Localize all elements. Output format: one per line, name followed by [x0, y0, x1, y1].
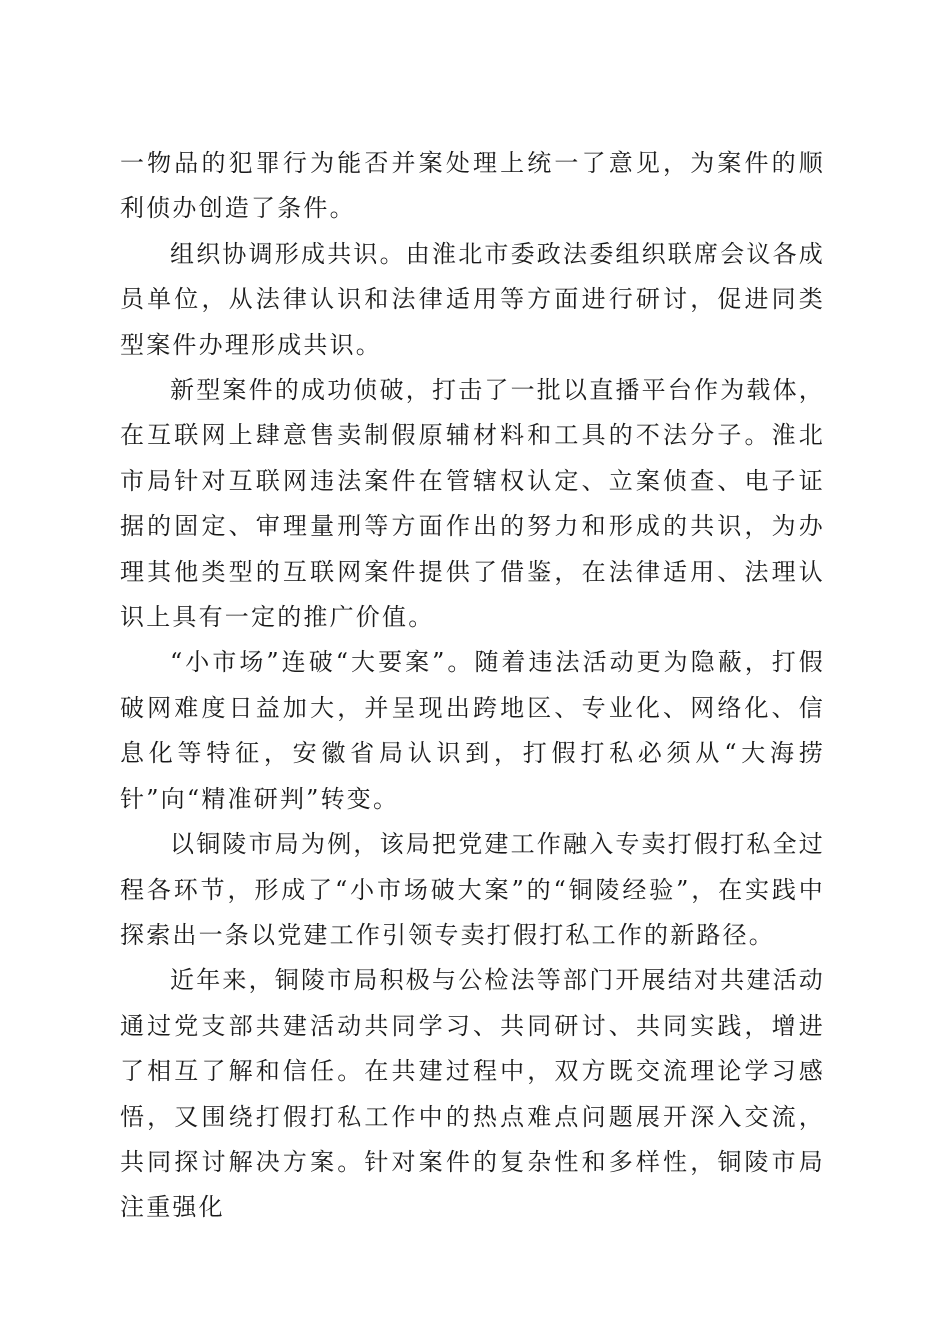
paragraph-recent-years: 近年来，铜陵市局积极与公检法等部门开展结对共建活动通过党支部共建活动共同学习、共同研讨、共同实践，增进了相互了解和信任。在共建过程中，双方既交流理论学习感悟，又围绕打假打私工作中的热点难点问题展开深入交流，共同探讨解决方案。针对案件的复杂性和多样性，铜陵市局注重强化 [120, 966, 825, 1222]
document-body [120, 141, 825, 1231]
paragraph-continuation: 一物品的犯罪行为能否并案处理上统一了意见，为案件的顺利侦办创造了条件。 [120, 149, 825, 223]
paragraph-small-market: “小市场”连破“大要案”。随着违法活动更为隐蔽，打假破网难度日益加大，并呈现出跨地区、专业化、网络化、信息化等特征，安徽省局认识到，打假打私必须从“大海捞针”向“精准研判”转变。 [120, 648, 825, 813]
paragraph-consensus: 组织协调形成共识。由淮北市委政法委组织联席会议各成员单位，从法律认识和法律适用等方面进行研讨，促进同类型案件办理形成共识。 [120, 239, 825, 359]
paragraph-tongling-example: 以铜陵市局为例，该局把党建工作融入专卖打假打私全过程各环节，形成了“小市场破大案”的“铜陵经验”，在实践中探索出一条以党建工作引领专卖打假打私工作的新路径。 [120, 830, 825, 949]
paragraph-new-case: 新型案件的成功侦破，打击了一批以直播平台作为载体，在互联网上肆意售卖制假原辅材料和工具的不法分子。淮北市局针对互联网违法案件在管辖权认定、立案侦查、电子证据的固定、审理量刑等方面作出的努力和形成的共识，为办理其他类型的互联网案件提供了借鉴，在法律适用、法理认识上具有一定的推广价值。 [120, 376, 825, 632]
